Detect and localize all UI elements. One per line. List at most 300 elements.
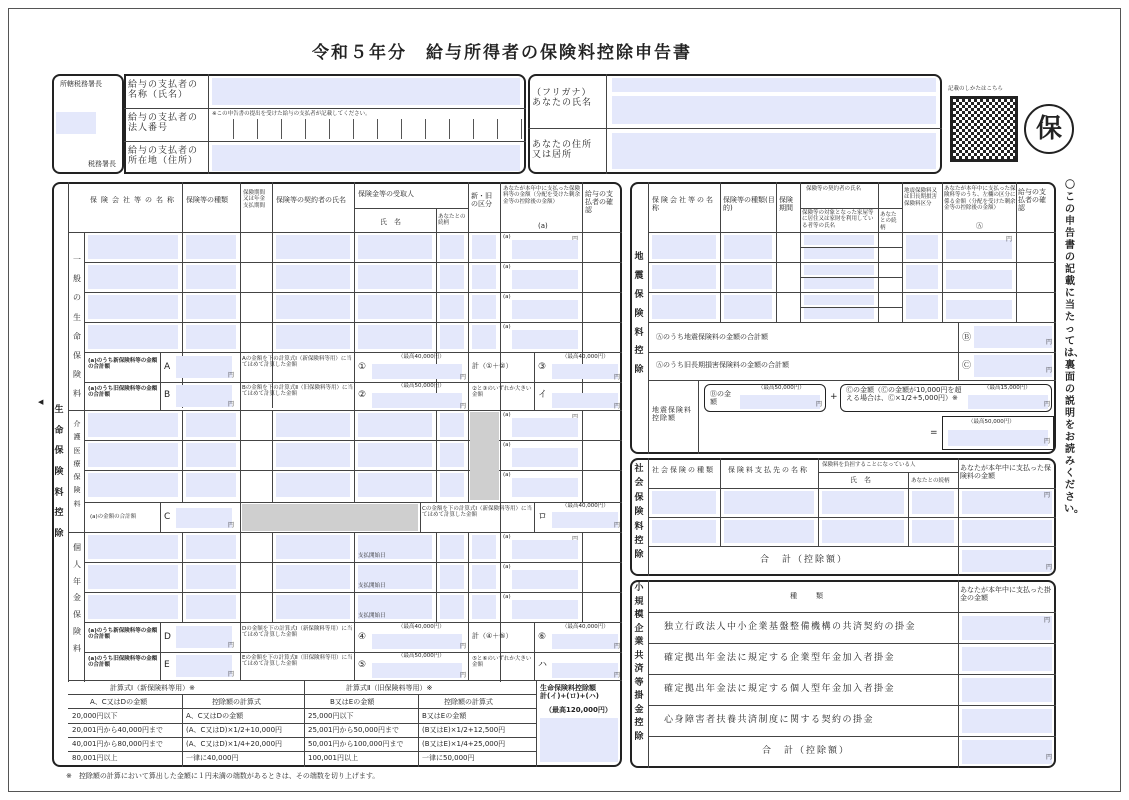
general-life-label: 一般の生命保険料	[73, 255, 81, 399]
mark-B: B	[164, 390, 171, 400]
payer-corp-note: ※この申告書の提出を受けた給与の支払者が記載してください。	[212, 111, 371, 117]
row-holder-field[interactable]	[276, 595, 350, 619]
small-col-kind: 種 類	[790, 592, 829, 600]
social-label: 社会保険料控除	[634, 464, 644, 561]
row-rel-field[interactable]	[440, 325, 464, 349]
payer-name-field[interactable]	[212, 78, 520, 105]
row-type-field[interactable]	[186, 413, 236, 437]
care-total-C-label: (a)の金額の合計額	[90, 514, 137, 520]
eq-yen: 円	[1006, 236, 1013, 243]
yen-mark: 円	[614, 374, 621, 381]
row-holder-field[interactable]	[276, 535, 350, 559]
insurance-seal-icon: 保	[1024, 104, 1074, 154]
small-label: 小規模企業共済等掛金控除	[634, 583, 644, 742]
life-total-field[interactable]	[540, 718, 618, 762]
row-type-field[interactable]	[186, 535, 236, 559]
eq-c-calc: Ⓒの金額（Ⓒの金額が10,000円を超える場合は、Ⓒ×1/2+5,000円）※	[846, 386, 962, 403]
mark-A: A	[164, 362, 171, 372]
row-holder-field[interactable]	[276, 443, 350, 467]
payer-address-field[interactable]	[212, 145, 520, 171]
new-total-A-field[interactable]	[176, 356, 235, 379]
col-divider	[354, 532, 355, 622]
yen-mark: 円	[1046, 754, 1053, 761]
row-paid-mark: (a)	[503, 294, 511, 300]
social-col-type: 社会保険の種類	[652, 466, 715, 474]
f2-head-1: B又はEの金額	[330, 698, 375, 706]
earthquake-label: 地震保険料控除	[634, 252, 644, 376]
field-ro[interactable]	[552, 512, 621, 529]
plus-sign: +	[830, 392, 838, 402]
formula1-range: 20,000円以下	[72, 712, 118, 720]
col-divider	[182, 532, 183, 622]
yen-mark: 円	[460, 374, 467, 381]
field-2[interactable]	[372, 393, 462, 408]
eq-col-paid: あなたが本年中に支払った保険料等のうち、左欄の区分に係る金額（分配を受けた剰余金等の控除後の金額）	[944, 186, 1016, 211]
row-company-field[interactable]	[88, 265, 178, 289]
calc-B-label: Bの金額を下の計算式Ⅱ（旧保険料等用）に当てはめて計算した金額	[242, 385, 353, 398]
eq-col-company: 保険会社等の名称	[652, 196, 715, 213]
pension-new-D-label: (a)のうち新保険料等の金額の合計額	[88, 628, 158, 641]
row-paid-mark: (a)	[503, 264, 511, 270]
f2-head-2: 控除額の計算式	[444, 698, 493, 706]
calc-D-label: Dの金額を下の計算式Ⅰ（新保険料等用）に当てはめて計算した金額	[242, 626, 353, 639]
field-1[interactable]	[372, 364, 462, 379]
eq-paid-field[interactable]	[946, 300, 1012, 319]
f1-head-2: 控除額の計算式	[212, 698, 261, 706]
eq-mark-c: Ⓒ	[962, 361, 972, 371]
your-address-field[interactable]	[612, 133, 936, 169]
calc-C-label: Cの金額を下の計算式Ⅰ（新保険料等用）に当てはめて計算した金額	[422, 506, 532, 519]
col-divider	[436, 410, 437, 502]
greater-23-label: ②と③のいずれか大きい金額	[472, 386, 532, 399]
formula2-calc: 一律に50,000円	[422, 754, 475, 762]
row-type-field[interactable]	[186, 595, 236, 619]
col-divider	[436, 532, 437, 622]
eq-kind-field[interactable]	[906, 235, 938, 259]
eq-sum-quake: Ⓐのうち地震保険料の金額の合計額	[656, 333, 768, 341]
small-row-field[interactable]	[962, 616, 1052, 640]
social-rel-field[interactable]	[912, 491, 954, 514]
footnote: ※ 控除額の計算において算出した金額に１円未満の端数があるときは、その端数を切り上げます。	[66, 772, 380, 780]
yen-mark: 円	[228, 671, 235, 678]
row-rel-field[interactable]	[440, 265, 464, 289]
row-company-field[interactable]	[88, 325, 178, 349]
life-section-label: 生命保険料控除	[54, 405, 64, 540]
small-row-label: 確定拠出年金法に規定する企業型年金加入者掛金	[664, 653, 896, 663]
field-ha[interactable]	[552, 663, 621, 679]
old-total-B-field[interactable]	[176, 385, 235, 408]
eq-row-divider	[648, 262, 1056, 263]
formula2-range: 25,000円以下	[308, 712, 354, 720]
row-paid-field[interactable]	[512, 270, 578, 289]
row-company-field[interactable]	[88, 535, 178, 559]
max40k-6: （最高40,000円）	[562, 624, 609, 630]
tax-office-input[interactable]	[56, 112, 96, 134]
formula2-calc: B又はEの金額	[422, 712, 467, 720]
max40k-1: （最高40,000円）	[398, 354, 445, 360]
eq-target-field[interactable]	[804, 308, 874, 319]
eq-holder-field[interactable]	[804, 235, 874, 245]
row-divider	[84, 262, 622, 263]
row-paid-mark: (a)	[503, 564, 511, 570]
eq-sum-old-field[interactable]	[974, 355, 1052, 377]
col-divider	[240, 410, 241, 502]
yen-mark: 円	[460, 643, 467, 650]
row-divider	[84, 440, 622, 441]
formula-divider	[68, 737, 536, 738]
formula-divider	[68, 751, 536, 752]
formula2-range: 25,001円から50,000円まで	[308, 726, 399, 734]
yen-mark: 円	[614, 522, 621, 529]
eq-company-field[interactable]	[652, 235, 716, 259]
small-row-label: 心身障害者扶養共済制度に関する契約の掛金	[664, 715, 875, 725]
row-recipient-field[interactable]	[358, 295, 432, 319]
formula2-title: 計算式Ⅱ（旧保険料等用）※	[346, 684, 433, 692]
yen-mark: 円	[1046, 367, 1053, 374]
yen-mark: 円	[228, 522, 235, 529]
row-paid-field[interactable]	[512, 418, 578, 437]
life-col-paid: あなたが本年中に支払った保険料等の金額（分配を受けた剰余金等の控除後の金額）	[503, 186, 581, 205]
old-total-B-label: (a)のうち旧保険料等の金額の合計額	[88, 386, 158, 399]
social-col-bearer: 保険料を負担することになっている人	[822, 462, 916, 468]
eq-sub-divider	[800, 307, 902, 308]
care-total-C-field[interactable]	[176, 508, 235, 529]
life-col-period: 保険期間又は年金支払期間	[243, 190, 266, 209]
row-rel-field[interactable]	[440, 535, 464, 559]
formula1-range: 20,001円から40,000円まで	[72, 726, 163, 734]
row-newold-field[interactable]	[472, 235, 496, 259]
care-gray-cell	[470, 412, 499, 500]
social-type-field[interactable]	[652, 491, 716, 514]
life-col-paid-mark: (a)	[538, 222, 548, 230]
furigana-field[interactable]	[612, 78, 936, 92]
row-company-field[interactable]	[88, 565, 178, 589]
eq-type-field[interactable]	[724, 265, 772, 289]
eq-target-field[interactable]	[804, 248, 874, 259]
row-paid-field[interactable]	[512, 300, 578, 319]
yen-mark: 円	[228, 642, 235, 649]
max50k-2: （最高50,000円）	[398, 383, 445, 389]
row-recipient-field[interactable]	[358, 413, 432, 437]
col-divider	[468, 410, 469, 502]
small-row-field[interactable]	[962, 647, 1052, 671]
eq-sum-quake-field[interactable]	[974, 326, 1052, 348]
row-newold-field[interactable]	[472, 295, 496, 319]
eq-sub-divider	[800, 247, 902, 248]
social-total-field[interactable]	[962, 550, 1052, 572]
social-total: 合 計（控除額）	[760, 555, 849, 565]
eq-mark-b: Ⓑ	[962, 333, 972, 343]
row-holder-field[interactable]	[276, 473, 350, 497]
payer-address-label: 給与の支払者の 所在地（住所）	[128, 146, 199, 167]
eq-col-confirm: 給与の支払者の確認	[1018, 188, 1046, 213]
mark-ro: ロ	[538, 512, 548, 522]
yen-mark: 円	[228, 372, 235, 379]
mark-E: E	[164, 660, 170, 670]
yen-mark: 円	[228, 401, 235, 408]
eq-row-divider	[648, 292, 1056, 293]
pension-new-D-field[interactable]	[176, 626, 235, 649]
col-divider	[182, 410, 183, 502]
row-holder-field[interactable]	[276, 325, 350, 349]
calc-A-label: Aの金額を下の計算式Ⅰ（新保険料等用）に当てはめて計算した金額	[242, 356, 352, 369]
social-rel-field[interactable]	[912, 520, 954, 543]
row-type-field[interactable]	[186, 235, 236, 259]
eq-kind-field[interactable]	[906, 295, 938, 319]
row-start-date: 支払開始日	[358, 613, 386, 619]
eq-company-field[interactable]	[652, 295, 716, 319]
col-divider	[582, 532, 583, 622]
social-paid-field[interactable]	[962, 491, 1052, 514]
your-address-label: あなたの住所 又は居所	[532, 140, 593, 161]
small-divider	[648, 643, 1056, 644]
f1-head-1: A、C又はDの金額	[90, 698, 148, 706]
qr-code-icon[interactable]	[950, 96, 1018, 162]
row-divider	[84, 470, 622, 471]
col-divider	[272, 410, 273, 502]
calc-E-label: Eの金額を下の計算式Ⅱ（旧保険料等用）に当てはめて計算した金額	[242, 655, 353, 668]
row-company-field[interactable]	[88, 473, 178, 497]
row-newold-field[interactable]	[472, 565, 496, 589]
row-start-date: 支払開始日	[358, 553, 386, 559]
field-3[interactable]	[552, 364, 621, 381]
eq-col-rel: あなたとの続柄	[880, 212, 897, 231]
equal-sign: =	[930, 428, 938, 438]
yen-mark: 円	[614, 643, 621, 650]
eq-b-amount: Ⓑの金額	[710, 390, 731, 407]
new-total-A-label: (a)のうち新保険料等の金額の合計額	[88, 358, 158, 371]
mark-3: ③	[538, 362, 547, 372]
formula2-range: 100,001円以上	[308, 754, 358, 762]
row-paid-mark: (a)	[503, 234, 511, 240]
row-paid-mark: (a)	[503, 472, 511, 478]
yen-mark: 円	[614, 672, 621, 679]
row-holder-field[interactable]	[276, 565, 350, 589]
social-name-field[interactable]	[822, 520, 904, 543]
row-type-field[interactable]	[186, 473, 236, 497]
row-paid-field[interactable]	[512, 478, 578, 497]
row-company-field[interactable]	[88, 595, 178, 619]
col-divider	[468, 532, 469, 622]
yen-mark: 円	[816, 401, 823, 408]
row-company-field[interactable]	[88, 413, 178, 437]
life-col-type: 保険等の種類	[186, 196, 228, 204]
eq-c-field[interactable]	[968, 395, 1051, 409]
life-arrow-icon: ◀	[38, 398, 44, 406]
yen-mark: 円	[460, 403, 467, 410]
field-4[interactable]	[372, 634, 462, 649]
mark-6: ⑥	[538, 632, 547, 642]
small-total-field[interactable]	[962, 740, 1052, 764]
payer-corp-number-field[interactable]	[210, 119, 522, 139]
sum-12-label: 計（①＋②）	[472, 362, 513, 370]
row-newold-field[interactable]	[472, 535, 496, 559]
mark-1: ①	[358, 362, 367, 372]
small-total: 合 計（控除額）	[762, 746, 851, 756]
formula1-title: 計算式Ⅰ（新保険料等用）※	[110, 684, 195, 692]
eq-col-period: 保険期間	[779, 196, 793, 213]
social-yen: 円	[1044, 492, 1051, 499]
care-total-gray	[242, 504, 418, 531]
page-title: 令和５年分 給与所得者の保険料控除申告書	[312, 43, 692, 63]
row-type-field[interactable]	[186, 565, 236, 589]
row-newold-field[interactable]	[472, 595, 496, 619]
row-newold-field[interactable]	[472, 265, 496, 289]
small-divider	[648, 705, 1056, 706]
eq-type-field[interactable]	[724, 295, 772, 319]
care-label: 介護医療保険料	[73, 420, 81, 508]
eq-col-kind: 地震保険料又は旧長期損害保険料区分	[904, 188, 938, 207]
yen-mark: 円	[1046, 339, 1053, 346]
eq-company-field[interactable]	[652, 265, 716, 289]
row-recipient-field[interactable]	[358, 443, 432, 467]
social-payee-field[interactable]	[724, 520, 814, 543]
pension-old-E-field[interactable]	[176, 655, 235, 678]
yen-mark: 円	[1044, 401, 1051, 408]
field-5[interactable]	[372, 663, 462, 678]
life-col-company: 保険会社等の名称	[90, 196, 178, 204]
row-company-field[interactable]	[88, 295, 178, 319]
field-i[interactable]	[552, 393, 621, 410]
eq-b-field[interactable]	[740, 395, 823, 409]
life-col-holder: 保険等の契約者の氏名	[276, 196, 346, 204]
row-rel-field[interactable]	[440, 235, 464, 259]
row-paid-mark: (a)	[503, 534, 511, 540]
row-recipient-field[interactable]	[358, 265, 432, 289]
life-col-new-old: 新・旧の区分	[471, 192, 492, 209]
row-rel-field[interactable]	[440, 443, 464, 467]
row-holder-field[interactable]	[276, 295, 350, 319]
row-recipient-field[interactable]	[358, 325, 432, 349]
row-rel-field[interactable]	[440, 295, 464, 319]
eq-paid-field[interactable]	[946, 240, 1012, 259]
row-paid-field[interactable]	[512, 600, 578, 619]
row-newold-field[interactable]	[472, 325, 496, 349]
col-divider	[354, 410, 355, 502]
small-row-field[interactable]	[962, 709, 1052, 733]
row-company-field[interactable]	[88, 235, 178, 259]
formula2-calc: (B又はE)×1/4+25,000円	[422, 740, 506, 748]
formula2-range: 50,001円から100,000円まで	[308, 740, 404, 748]
eq-col-target: 保険等の対象となった家屋等に居住又は家財を利用している者等の氏名	[802, 210, 874, 229]
pension-label: 個人年金保険料	[73, 543, 81, 653]
side-note: 〇この申告書の記載に当たっては、裏面の説明をお読みください。	[1064, 180, 1084, 515]
life-total-max: （最高120,000円）	[545, 706, 612, 714]
eq-kind-field[interactable]	[906, 265, 938, 289]
small-row-field[interactable]	[962, 678, 1052, 702]
row-paid-field[interactable]	[512, 570, 578, 589]
your-name-field[interactable]	[612, 96, 936, 124]
row-type-field[interactable]	[186, 443, 236, 467]
row-holder-field[interactable]	[276, 235, 350, 259]
eq-deduction-label: 地震保険料控除額	[652, 406, 692, 423]
eq-max50k: （最高50,000円）	[758, 385, 805, 391]
social-paid-field[interactable]	[962, 520, 1052, 543]
eq-paid-field[interactable]	[946, 270, 1012, 289]
row-paid-mark: (a)	[503, 442, 511, 448]
row-paid-field[interactable]	[512, 240, 578, 259]
payer-corp-label: 給与の支払者の 法人番号	[128, 113, 199, 134]
row-type-field[interactable]	[186, 265, 236, 289]
small-divider	[648, 736, 1056, 737]
qr-caption: 記載のしかたはこちら	[948, 86, 1004, 92]
social-col-payee: 保険料支払先の名称	[728, 466, 809, 474]
eq-sum-old: Ⓐのうち旧長期損害保険料の金額の合計額	[656, 361, 789, 369]
mark-C: C	[164, 512, 171, 522]
formula1-calc: 一律に40,000円	[186, 754, 239, 762]
row-company-field[interactable]	[88, 443, 178, 467]
eq-holder-field[interactable]	[804, 295, 874, 305]
max50k-5: （最高50,000円）	[398, 653, 445, 659]
eq-total-field[interactable]	[948, 430, 1051, 446]
yen-mark: 円	[1044, 438, 1051, 445]
eq-max15k: （最高15,000円）	[984, 385, 1031, 391]
formula1-range: 80,001円以上	[72, 754, 118, 762]
row-start-date: 支払開始日	[358, 583, 386, 589]
row-rel-field[interactable]	[440, 565, 464, 589]
max40k-3: （最高40,000円）	[562, 354, 609, 360]
social-payee-field[interactable]	[724, 491, 814, 514]
tax-office-suffix: 税務署長	[88, 160, 116, 168]
small-yen: 円	[1044, 617, 1051, 624]
social-type-field[interactable]	[652, 520, 716, 543]
small-col-paid: あなたが本年中に支払った掛金の金額	[960, 586, 1051, 603]
col-divider	[240, 532, 241, 622]
row-paid-mark: (a)	[503, 594, 511, 600]
furigana-label: （フリガナ） あなたの氏名	[532, 88, 593, 109]
row-recipient-field[interactable]	[358, 235, 432, 259]
field-6[interactable]	[552, 634, 621, 650]
life-col-recipient-name: 氏 名	[380, 218, 401, 226]
greater-56-label: ⑤と⑥のいずれか大きい金額	[472, 656, 532, 669]
row-recipient-field[interactable]	[358, 473, 432, 497]
row-paid-field[interactable]	[512, 540, 578, 559]
eq-type-field[interactable]	[724, 235, 772, 259]
formula1-calc: (A、C又はD)×1/4+20,000円	[186, 740, 283, 748]
sum-45-label: 計（④＋⑤）	[472, 632, 513, 640]
max40k-4: （最高40,000円）	[398, 624, 445, 630]
yen-mark: 円	[614, 403, 621, 410]
social-col-name: 氏 名	[850, 476, 871, 484]
row-paid-field[interactable]	[512, 330, 578, 349]
payer-name-label: 給与の支払者の 名称（氏名）	[128, 80, 199, 101]
eq-total-max: （最高50,000円）	[968, 419, 1015, 425]
eq-col-holder: 保険等の契約者の氏名	[806, 186, 862, 192]
mark-4: ④	[358, 632, 367, 642]
mark-5: ⑤	[358, 660, 367, 670]
row-holder-field[interactable]	[276, 413, 350, 437]
row-paid-field[interactable]	[512, 448, 578, 467]
row-holder-field[interactable]	[276, 265, 350, 289]
eq-sub-divider	[800, 277, 902, 278]
row-rel-field[interactable]	[440, 595, 464, 619]
life-col-payer-confirm: 給与の支払者の確認	[585, 190, 613, 215]
life-col-recipient: 保険金等の受取人	[358, 190, 414, 198]
max40k-ro: （最高40,000円）	[562, 503, 609, 509]
small-row-label: 独立行政法人中小企業基盤整備機構の共済契約の掛金	[664, 622, 917, 632]
eq-target-field[interactable]	[804, 278, 874, 289]
mark-i: イ	[538, 390, 548, 400]
row-rel-field[interactable]	[440, 413, 464, 437]
row-type-field[interactable]	[186, 295, 236, 319]
eq-holder-field[interactable]	[804, 265, 874, 275]
row-divider	[84, 562, 622, 563]
life-total-label: 生命保険料控除額 計(イ)+(ロ)+(ハ)	[540, 684, 599, 701]
social-name-field[interactable]	[822, 491, 904, 514]
row-type-field[interactable]	[186, 325, 236, 349]
row-rel-field[interactable]	[440, 473, 464, 497]
formula1-calc: (A、C又はD)×1/2+10,000円	[186, 726, 283, 734]
